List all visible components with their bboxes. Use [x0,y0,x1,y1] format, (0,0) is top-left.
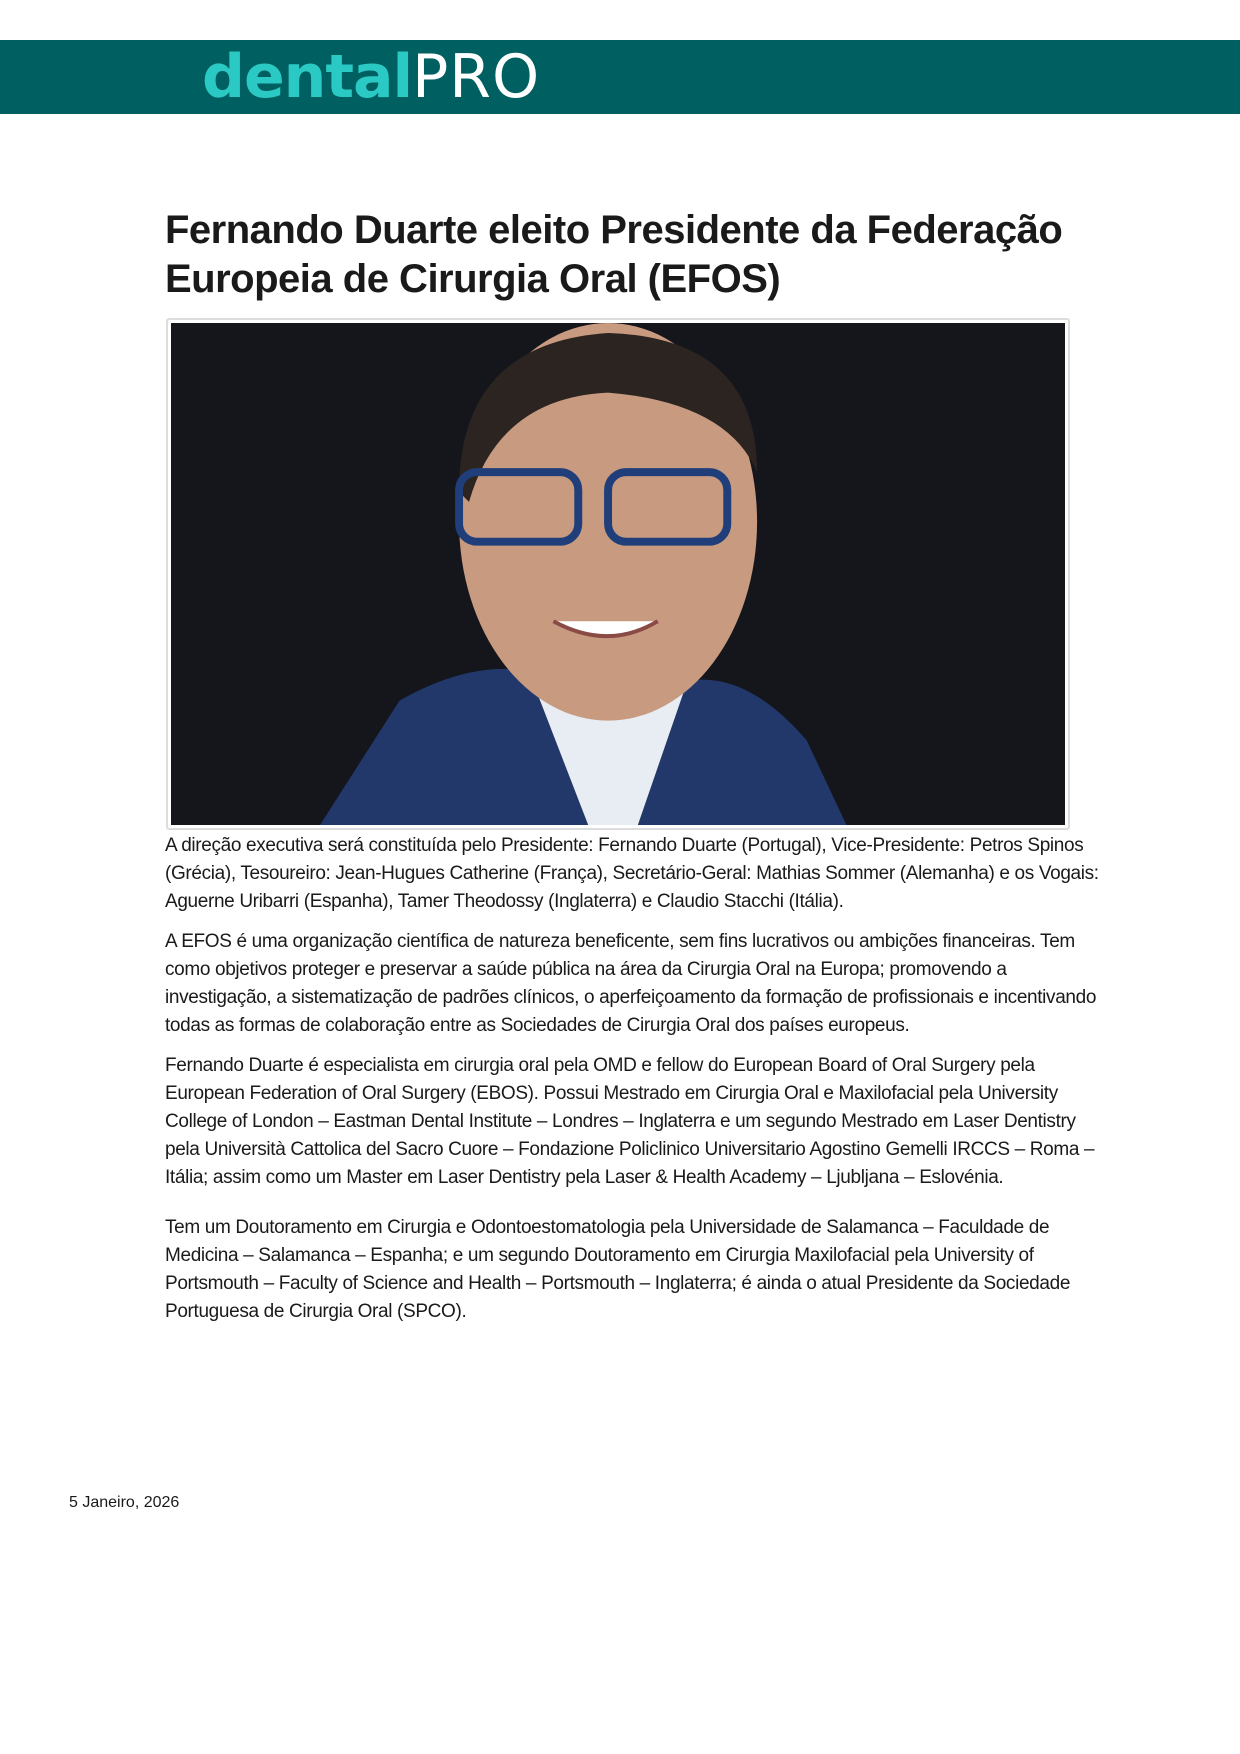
article-title: Fernando Duarte eleito Presidente da Federação Europeia de Cirurgia Oral (EFOS) [165,208,1063,301]
article-body [165,832,1100,1338]
article-photo [166,318,1070,830]
paragraph-efos: A EFOS é uma organização científica de natureza beneficente, sem fins lucrativos ou ambições financeiras. Tem como objetivos proteger e preservar a saúde pública na área da Cirurgia Oral na Europa; promovendo a investigação, a sistematização de padrões clínicos, o aperfeiçoamento da formação de profissionais e incentivando todas as formas de colaboração entre as Sociedades de Cirurgia Oral dos países europeus. [165,931,1097,1036]
paragraph-bio: Fernando Duarte é especialista em cirurgia oral pela OMD e fellow do European Board of Oral Surgery pela European Federation of Oral Surgery (EBOS). Possui Mestrado em Cirurgia Oral e Maxilofacial pela University College of London – Eastman Dental Institute – Londres – Inglaterra e um segundo Mestrado em Laser Dentistry pela Università Cattolica del Sacro Cuore – Fondazione Policlinico Universitario Agostino Gemelli IRCCS – Roma – Itália; assim como um Master em Laser Dentistry pela Laser & Health Academy – Ljubljana – Eslovénia. [165,1055,1095,1188]
publish-date: 5 Janeiro, 2026 [69,1494,180,1511]
dentalpro-logo[interactable]: dentalPRO [202,42,541,112]
portrait-image [171,323,1065,825]
paragraph-board: A direção executiva será constituída pelo Presidente: Fernando Duarte (Portugal), Vice-Presidente: Petros Spinos (Grécia), Tesoureiro: Jean-Hugues Catherine (França), Secretário-Geral: Mathias Sommer (Alemanha) e os Vogais: Aguerne Uribarri (Espanha), Tamer Theodossy (Inglaterra) e Claudio Stacchi (Itália). [165,835,1099,912]
site-header [0,40,1240,114]
paragraph-doctorate: Tem um Doutoramento em Cirurgia e Odontoestomatologia pela Universidade de Salamanca – Faculdade de Medicina – Salamanca – Espanha; e um segundo Doutoramento em Cirurgia Maxilofacial pela University of Portsmouth – Faculty of Science and Health – Portsmouth – Inglaterra; é ainda o atual Presidente da Sociedade Portuguesa de Cirurgia Oral (SPCO). [165,1217,1071,1322]
